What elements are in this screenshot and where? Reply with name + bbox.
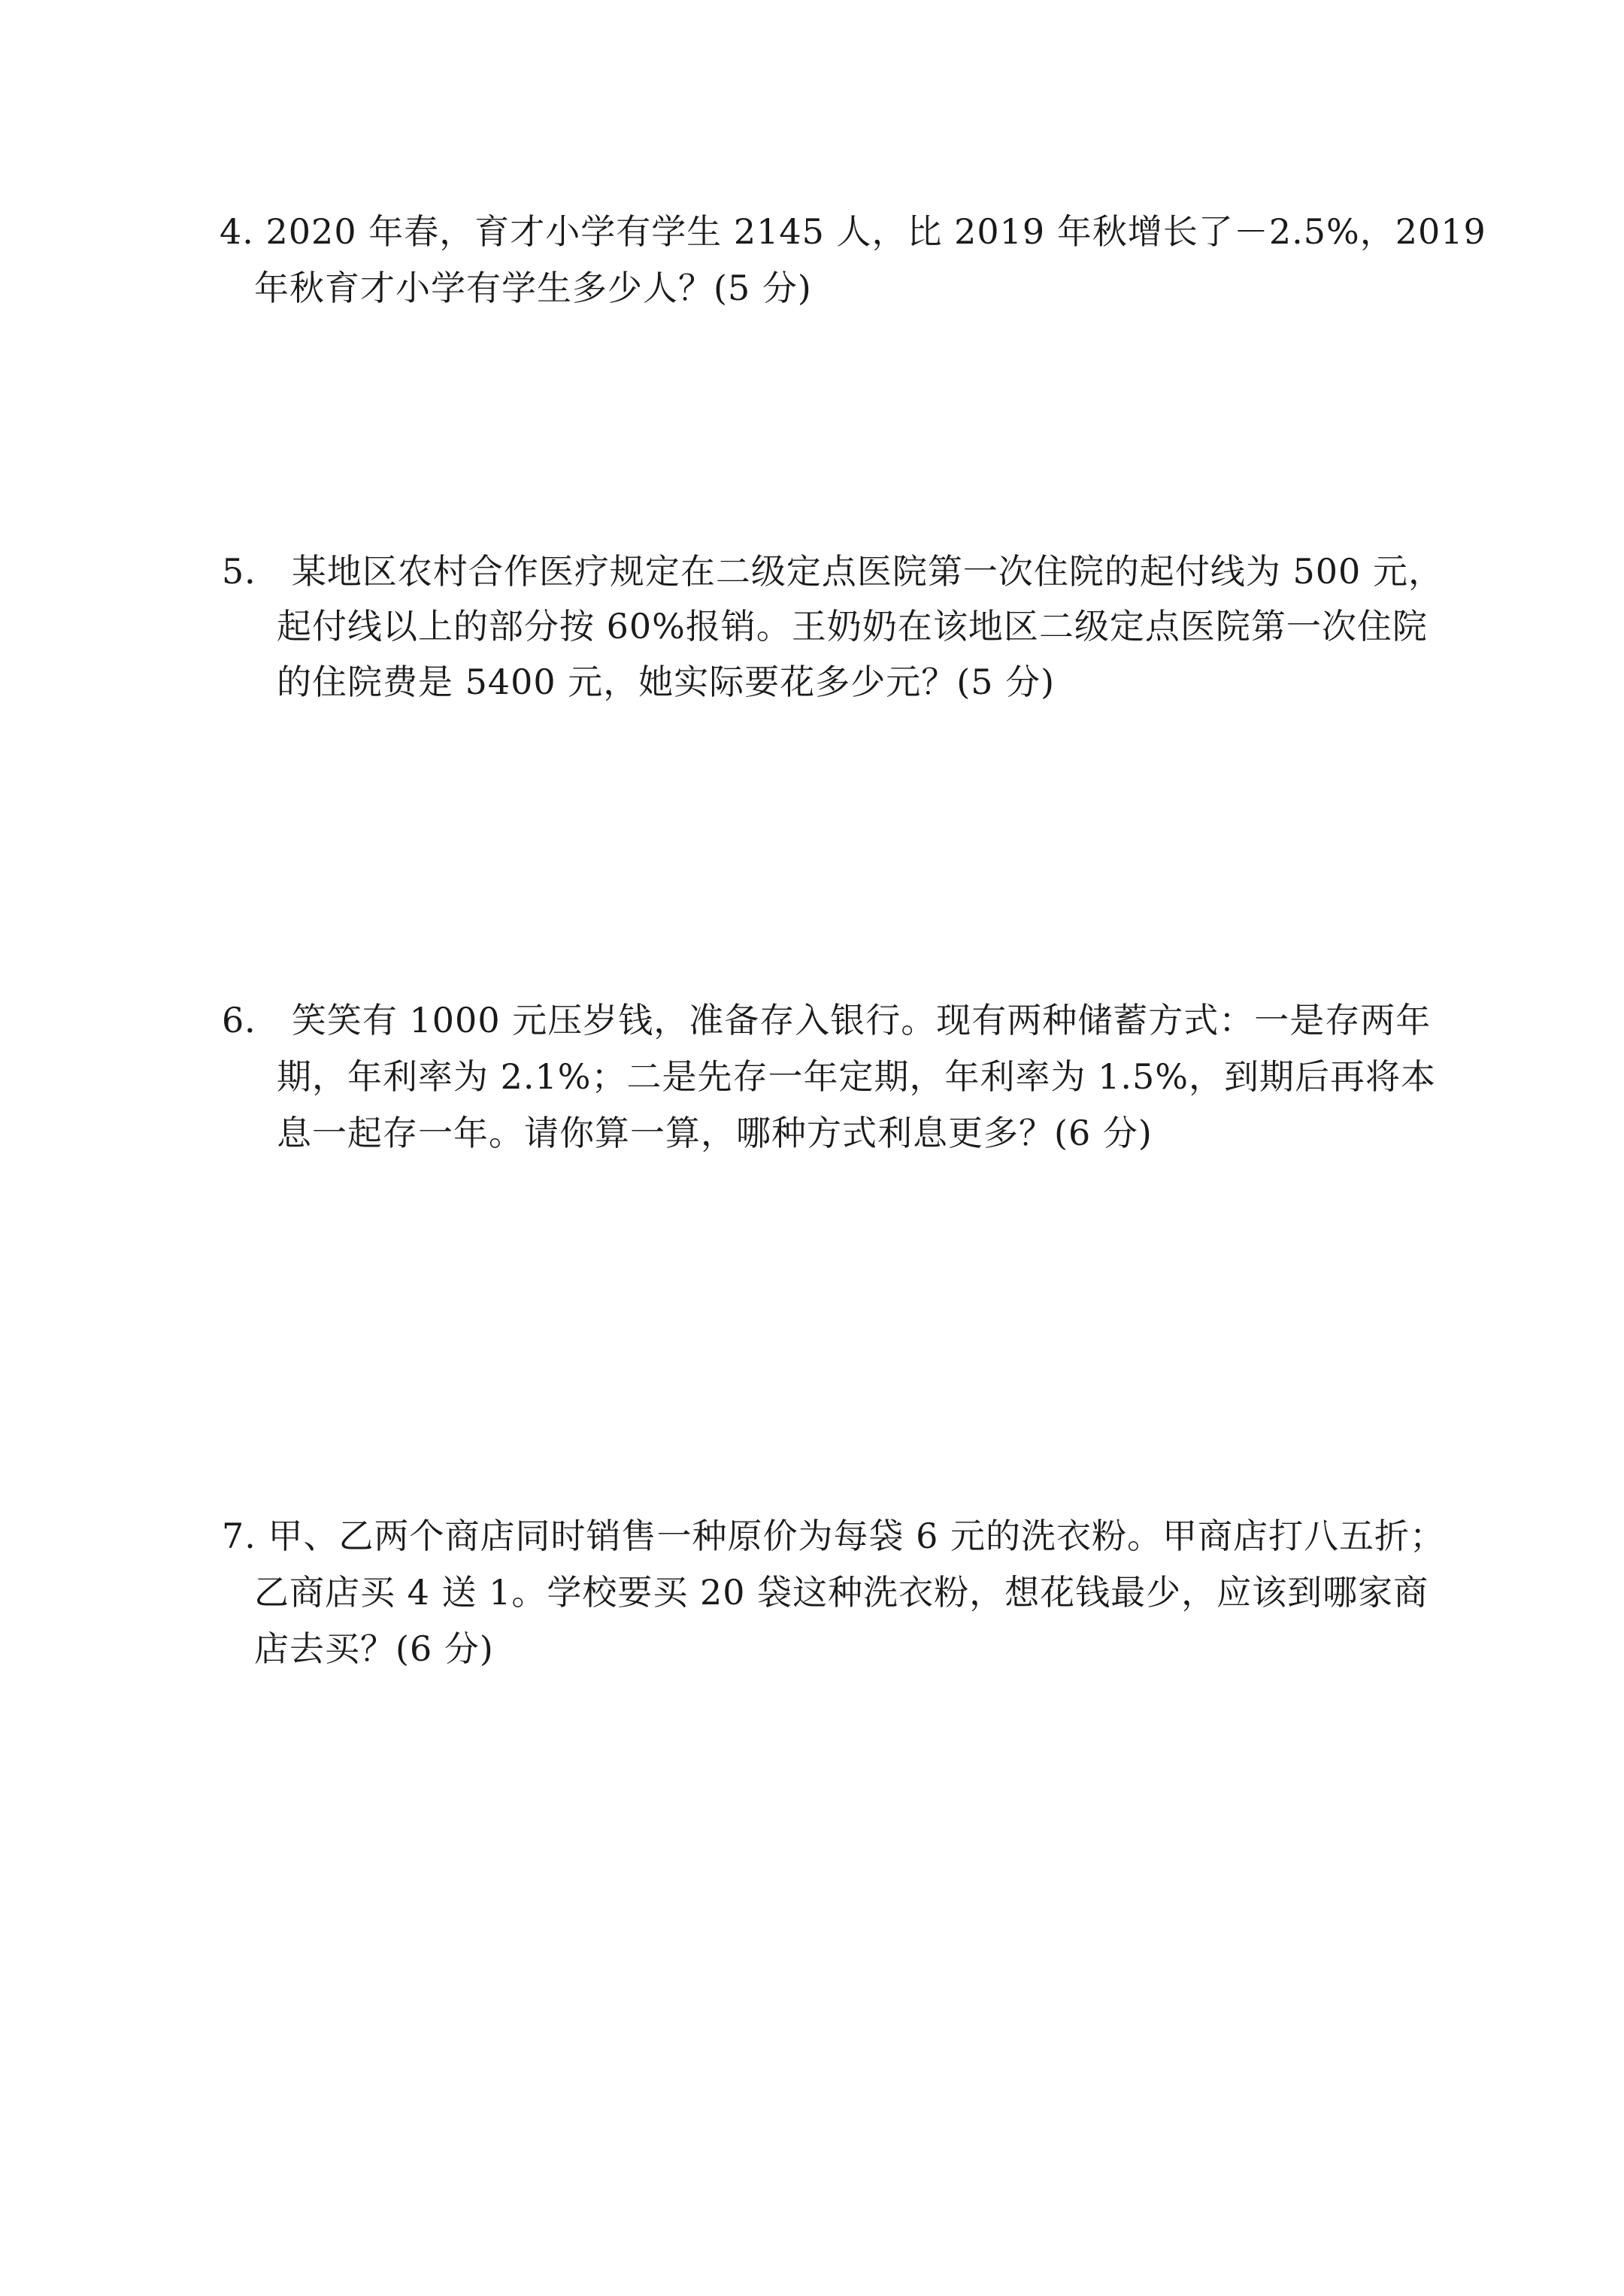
question-5-text-2: 起付线以上的部分按 60%报销。王奶奶在该地区二级定点医院第一次住院 <box>277 606 1428 647</box>
question-6-text-1: 笑笑有 1000 元压岁钱，准备存入银行。现有两种储蓄方式：一是存两年 <box>291 1000 1432 1040</box>
question-5-line-3 <box>277 659 1055 704</box>
question-7-text-3: 店去买？(6 分) <box>254 1628 494 1669</box>
question-4-number: 4. <box>220 211 254 252</box>
question-7-line-1 <box>222 1513 1445 1558</box>
question-7-line-3 <box>254 1626 494 1671</box>
question-5-text-3: 的住院费是 5400 元，她实际要花多少元？(5 分) <box>277 662 1056 702</box>
question-4-line-2 <box>254 265 812 310</box>
question-5-text-1: 某地区农村合作医疗规定在二级定点医院第一次住院的起付线为 500 元， <box>291 551 1444 592</box>
question-6-line-2 <box>277 1054 1436 1099</box>
question-7-text-1: 甲、乙两个商店同时销售一种原价为每袋 6 元的洗衣粉。甲商店打八五折； <box>268 1516 1446 1556</box>
question-6-text-3: 息一起存一年。请你算一算，哪种方式利息更多？(6 分) <box>277 1113 1153 1153</box>
question-6-text-2: 期，年利率为 2.1%；二是先存一年定期，年利率为 1.5%，到期后再将本 <box>277 1056 1436 1097</box>
question-6-line-3 <box>277 1110 1153 1156</box>
question-6-line-1 <box>222 998 1431 1043</box>
question-5-line-1 <box>222 549 1444 594</box>
question-4-text-1: 2020 年春，育才小学有学生 2145 人，比 2019 年秋增长了－2.5%，2019 <box>265 211 1486 252</box>
question-7-number: 7. <box>222 1516 256 1556</box>
question-5-number: 5． <box>222 551 280 592</box>
question-7-text-2: 乙商店买 4 送 1。学校要买 20 袋这种洗衣粉，想花钱最少，应该到哪家商 <box>254 1572 1429 1613</box>
question-5-line-2 <box>277 604 1428 649</box>
question-4-line-1 <box>220 209 1486 254</box>
question-6-number: 6． <box>222 1000 280 1040</box>
question-4-text-2: 年秋育才小学有学生多少人？(5 分) <box>254 268 812 308</box>
question-7-line-2 <box>254 1570 1429 1615</box>
